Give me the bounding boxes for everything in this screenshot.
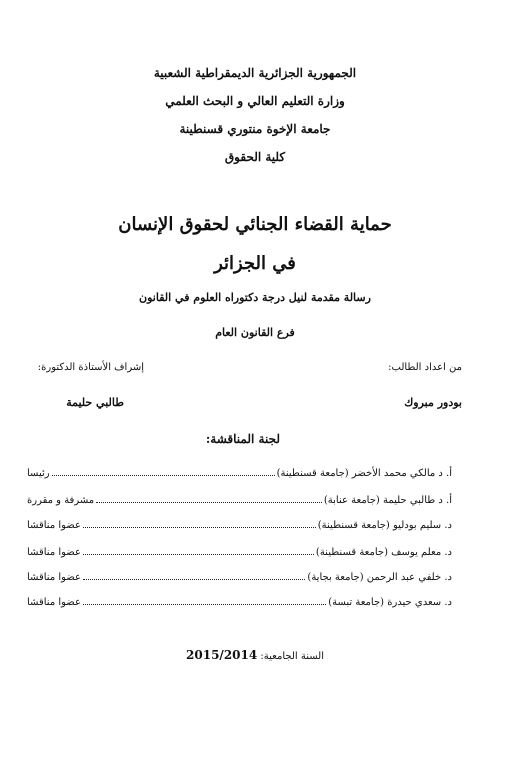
dot-leader <box>52 475 275 476</box>
jury-member: أ. د مالكي محمد الأخضر (جامعة قسنطينة) <box>276 467 452 479</box>
supervisor-label: إشراف الأستاذة الدكتورة: <box>37 362 144 373</box>
jury-row <box>27 465 452 481</box>
dot-leader <box>96 502 322 503</box>
jury-row <box>27 492 452 508</box>
jury-role: عضوا مناقشا <box>27 546 81 558</box>
supervisor-name: طالبي حليمة <box>66 396 124 409</box>
jury-row <box>27 594 452 610</box>
jury-title: لجنة المناقشة: <box>205 432 280 446</box>
ministry-header: وزارة التعليم العالي و البحث العلمي <box>165 94 345 108</box>
university-header: جامعة الإخوة منتوري قسنطينة <box>179 122 331 136</box>
faculty-header: كلية الحقوق <box>224 150 286 164</box>
jury-role: رئيسا <box>27 467 50 479</box>
thesis-branch: فرع القانون العام <box>215 326 295 339</box>
jury-member: د. سعدي حيدرة (جامعة تبسة) <box>328 596 452 608</box>
thesis-title-line1: حماية القضاء الجنائي لحقوق الإنسان <box>118 214 392 235</box>
jury-role: عضوا مناقشا <box>27 519 81 531</box>
jury-role: عضوا مناقشا <box>27 596 81 608</box>
jury-member: أ. د طالبي حليمة (جامعة عنابة) <box>323 494 452 506</box>
academic-year-label: السنة الجامعية: <box>260 651 324 662</box>
dot-leader <box>83 527 316 528</box>
thesis-subtitle: رسالة مقدمة لنيل درجة دكتوراه العلوم في القانون <box>139 291 371 304</box>
jury-role: عضوا مناقشا <box>27 571 81 583</box>
thesis-title-line2: في الجزائر <box>214 253 296 274</box>
jury-row <box>27 517 452 533</box>
jury-member: د. سليم بودليو (جامعة قسنطينة) <box>317 519 452 531</box>
dot-leader <box>83 554 314 555</box>
republic-header: الجمهورية الجزائرية الديمقراطية الشعبية <box>153 66 357 80</box>
jury-row <box>27 569 452 585</box>
jury-member: د. معلم يوسف (جامعة قسنطينة) <box>315 546 452 558</box>
jury-row <box>27 544 452 560</box>
academic-year-value: 2015/2014 <box>186 648 258 662</box>
jury-role: مشرفة و مقررة <box>27 494 95 506</box>
jury-member: د. خلفي عبد الرحمن (جامعة بجاية) <box>307 571 452 583</box>
student-name: بودور مبروك <box>404 396 462 409</box>
academic-year <box>0 648 510 662</box>
dot-leader <box>83 604 326 605</box>
dot-leader <box>83 579 305 580</box>
student-label: من اعداد الطالب: <box>388 362 462 373</box>
